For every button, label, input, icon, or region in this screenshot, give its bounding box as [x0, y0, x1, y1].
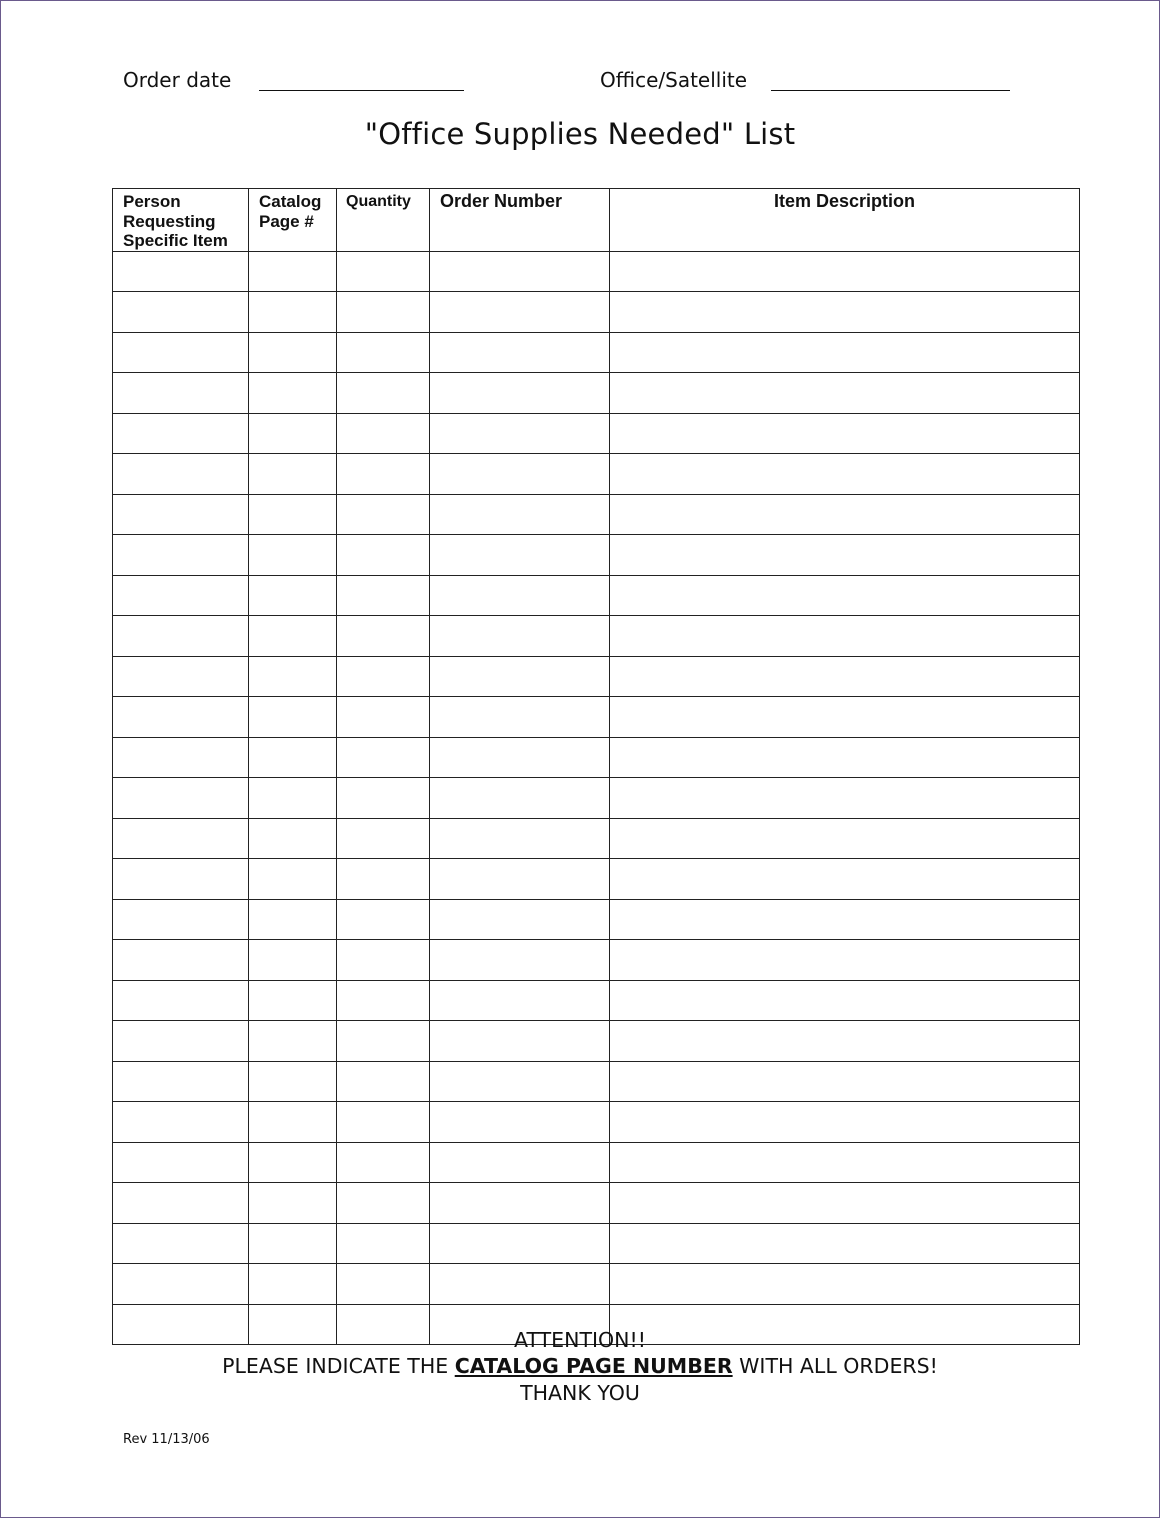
table-cell-catalog-page[interactable] — [249, 818, 337, 859]
table-cell-person[interactable] — [113, 292, 249, 333]
table-row — [113, 1142, 1080, 1183]
table-cell-order-number[interactable] — [430, 859, 610, 900]
table-cell-item-description[interactable] — [610, 899, 1080, 940]
table-cell-order-number[interactable] — [430, 1183, 610, 1224]
table-row — [113, 1021, 1080, 1062]
table-cell-quantity[interactable] — [337, 859, 430, 900]
table-cell-catalog-page[interactable] — [249, 1061, 337, 1102]
table-cell-quantity[interactable] — [337, 575, 430, 616]
table-cell-catalog-page[interactable] — [249, 616, 337, 657]
table-cell-item-description[interactable] — [610, 1183, 1080, 1224]
table-cell-quantity[interactable] — [337, 980, 430, 1021]
table-cell-quantity[interactable] — [337, 1264, 430, 1305]
column-header-quantity — [337, 189, 430, 252]
table-row — [113, 859, 1080, 900]
table-row — [113, 697, 1080, 738]
table-cell-item-description[interactable] — [610, 413, 1080, 454]
office-satellite-label: Office/Satellite — [600, 68, 748, 92]
table-cell-item-description[interactable] — [610, 1142, 1080, 1183]
table-cell-order-number[interactable] — [430, 1142, 610, 1183]
table-cell-quantity[interactable] — [337, 413, 430, 454]
table-row — [113, 778, 1080, 819]
table-row — [113, 1183, 1080, 1224]
order-date-label: Order date — [123, 68, 232, 92]
table-cell-person[interactable] — [113, 1061, 249, 1102]
table-row — [113, 454, 1080, 495]
column-header-person — [113, 189, 249, 252]
table-cell-item-description[interactable] — [610, 737, 1080, 778]
table-cell-catalog-page[interactable] — [249, 1223, 337, 1264]
table-cell-order-number[interactable] — [430, 778, 610, 819]
table-cell-quantity[interactable] — [337, 656, 430, 697]
table-cell-catalog-page[interactable] — [249, 737, 337, 778]
table-row — [113, 535, 1080, 576]
table-row — [113, 575, 1080, 616]
table-cell-catalog-page[interactable] — [249, 697, 337, 738]
instruction-text-after: WITH ALL ORDERS! — [732, 1354, 938, 1378]
column-header-line: Quantity — [346, 193, 411, 210]
table-cell-person[interactable] — [113, 1223, 249, 1264]
table-cell-item-description[interactable] — [610, 940, 1080, 981]
table-cell-item-description[interactable] — [610, 1223, 1080, 1264]
table-cell-item-description[interactable] — [610, 656, 1080, 697]
table-cell-order-number[interactable] — [430, 575, 610, 616]
table-row — [113, 332, 1080, 373]
column-header-line: Page # — [259, 211, 314, 231]
table-row — [113, 292, 1080, 333]
table-cell-order-number[interactable] — [430, 292, 610, 333]
table-cell-item-description[interactable] — [610, 778, 1080, 819]
table-cell-order-number[interactable] — [430, 373, 610, 414]
table-cell-person[interactable] — [113, 737, 249, 778]
table-cell-item-description[interactable] — [610, 251, 1080, 292]
table-row — [113, 251, 1080, 292]
table-cell-order-number[interactable] — [430, 899, 610, 940]
table-cell-order-number[interactable] — [430, 1264, 610, 1305]
table-cell-quantity[interactable] — [337, 251, 430, 292]
table-cell-catalog-page[interactable] — [249, 980, 337, 1021]
table-cell-quantity[interactable] — [337, 535, 430, 576]
table-cell-person[interactable] — [113, 859, 249, 900]
table-cell-order-number[interactable] — [430, 737, 610, 778]
table-cell-person[interactable] — [113, 332, 249, 373]
column-header-line: Catalog — [259, 192, 322, 211]
table-cell-quantity[interactable] — [337, 292, 430, 333]
column-header-line: Specific Item — [123, 231, 228, 250]
table-cell-quantity[interactable] — [337, 778, 430, 819]
table-cell-person[interactable] — [113, 535, 249, 576]
table-cell-person[interactable] — [113, 1183, 249, 1224]
table-cell-quantity[interactable] — [337, 373, 430, 414]
table-row — [113, 413, 1080, 454]
table-cell-item-description[interactable] — [610, 1021, 1080, 1062]
table-row — [113, 1102, 1080, 1143]
revision-date: Rev 11/13/06 — [123, 1432, 210, 1447]
table-cell-quantity[interactable] — [337, 616, 430, 657]
column-header-catalog-page — [249, 189, 337, 252]
table-cell-person[interactable] — [113, 1021, 249, 1062]
table-cell-catalog-page[interactable] — [249, 575, 337, 616]
table-row — [113, 940, 1080, 981]
table-cell-person[interactable] — [113, 899, 249, 940]
order-date-field[interactable] — [259, 90, 464, 91]
table-cell-quantity[interactable] — [337, 940, 430, 981]
table-row — [113, 656, 1080, 697]
table-cell-item-description[interactable] — [610, 1061, 1080, 1102]
table-cell-catalog-page[interactable] — [249, 1021, 337, 1062]
table-cell-item-description[interactable] — [610, 1102, 1080, 1143]
table-cell-item-description[interactable] — [610, 575, 1080, 616]
table-cell-person[interactable] — [113, 1264, 249, 1305]
column-header-line: Order Number — [440, 191, 563, 211]
table-cell-order-number[interactable] — [430, 940, 610, 981]
table-cell-catalog-page[interactable] — [249, 373, 337, 414]
table-cell-quantity[interactable] — [337, 818, 430, 859]
table-cell-order-number[interactable] — [430, 494, 610, 535]
table-cell-catalog-page[interactable] — [249, 413, 337, 454]
table-cell-person[interactable] — [113, 940, 249, 981]
table-cell-person[interactable] — [113, 980, 249, 1021]
table-cell-catalog-page[interactable] — [249, 899, 337, 940]
table-row — [113, 616, 1080, 657]
table-row — [113, 1061, 1080, 1102]
table-row — [113, 737, 1080, 778]
table-cell-person[interactable] — [113, 656, 249, 697]
table-cell-order-number[interactable] — [430, 656, 610, 697]
table-cell-person[interactable] — [113, 373, 249, 414]
table-cell-quantity[interactable] — [337, 1142, 430, 1183]
table-cell-catalog-page[interactable] — [249, 778, 337, 819]
table-body — [113, 251, 1080, 1345]
table-cell-person[interactable] — [113, 251, 249, 292]
column-header-line: Person — [123, 192, 181, 211]
table-cell-quantity[interactable] — [337, 1102, 430, 1143]
column-header-order-number — [430, 189, 610, 252]
instruction-text-before: PLEASE INDICATE THE — [222, 1354, 455, 1378]
office-satellite-field[interactable] — [771, 90, 1010, 91]
table-cell-person[interactable] — [113, 454, 249, 495]
table-cell-catalog-page[interactable] — [249, 656, 337, 697]
thank-you-text: THANK YOU — [520, 1381, 640, 1405]
table-cell-order-number[interactable] — [430, 616, 610, 657]
table-cell-catalog-page[interactable] — [249, 859, 337, 900]
table-cell-item-description[interactable] — [610, 454, 1080, 495]
table-cell-catalog-page[interactable] — [249, 292, 337, 333]
table-cell-person[interactable] — [113, 778, 249, 819]
table-cell-order-number[interactable] — [430, 1102, 610, 1143]
table-cell-item-description[interactable] — [610, 980, 1080, 1021]
table-cell-order-number[interactable] — [430, 1021, 610, 1062]
table-cell-catalog-page[interactable] — [249, 1142, 337, 1183]
table-cell-catalog-page[interactable] — [249, 251, 337, 292]
table-cell-item-description[interactable] — [610, 818, 1080, 859]
table-cell-catalog-page[interactable] — [249, 1183, 337, 1224]
table-row — [113, 980, 1080, 1021]
table-cell-order-number[interactable] — [430, 332, 610, 373]
table-header-row — [113, 189, 1080, 252]
table-cell-item-description[interactable] — [610, 1264, 1080, 1305]
table-cell-quantity[interactable] — [337, 697, 430, 738]
table-cell-quantity[interactable] — [337, 899, 430, 940]
table-row — [113, 494, 1080, 535]
table-cell-catalog-page[interactable] — [249, 1102, 337, 1143]
supplies-table — [112, 188, 1080, 1345]
table-cell-person[interactable] — [113, 494, 249, 535]
table-cell-catalog-page[interactable] — [249, 1264, 337, 1305]
table-cell-order-number[interactable] — [430, 413, 610, 454]
table-cell-quantity[interactable] — [337, 1183, 430, 1224]
table-cell-person[interactable] — [113, 1102, 249, 1143]
table-cell-item-description[interactable] — [610, 494, 1080, 535]
table-cell-person[interactable] — [113, 818, 249, 859]
table-cell-item-description[interactable] — [610, 292, 1080, 333]
table-cell-order-number[interactable] — [430, 251, 610, 292]
table-cell-order-number[interactable] — [430, 980, 610, 1021]
table-cell-person[interactable] — [113, 1142, 249, 1183]
table-cell-item-description[interactable] — [610, 535, 1080, 576]
table-cell-quantity[interactable] — [337, 454, 430, 495]
table-cell-person[interactable] — [113, 413, 249, 454]
table-cell-item-description[interactable] — [610, 373, 1080, 414]
table-cell-catalog-page[interactable] — [249, 332, 337, 373]
table-cell-order-number[interactable] — [430, 1223, 610, 1264]
table-row — [113, 1264, 1080, 1305]
document-title: "Office Supplies Needed" List — [364, 117, 796, 151]
table-cell-person[interactable] — [113, 575, 249, 616]
table-cell-quantity[interactable] — [337, 1061, 430, 1102]
table-row — [113, 818, 1080, 859]
table-cell-catalog-page[interactable] — [249, 454, 337, 495]
table-cell-person[interactable] — [113, 616, 249, 657]
table-cell-order-number[interactable] — [430, 697, 610, 738]
table-cell-catalog-page[interactable] — [249, 940, 337, 981]
attention-notice: ATTENTION!! — [514, 1328, 646, 1352]
catalog-page-instruction — [0, 1353, 1160, 1379]
table-cell-order-number[interactable] — [430, 535, 610, 576]
table-cell-item-description[interactable] — [610, 332, 1080, 373]
instruction-emphasis: CATALOG PAGE NUMBER — [454, 1354, 733, 1378]
table-cell-quantity[interactable] — [337, 332, 430, 373]
table-cell-order-number[interactable] — [430, 818, 610, 859]
table-cell-order-number[interactable] — [430, 454, 610, 495]
table-row — [113, 1223, 1080, 1264]
table-cell-item-description[interactable] — [610, 859, 1080, 900]
table-cell-quantity[interactable] — [337, 494, 430, 535]
table-cell-quantity[interactable] — [337, 1223, 430, 1264]
table-cell-order-number[interactable] — [430, 1061, 610, 1102]
table-cell-catalog-page[interactable] — [249, 535, 337, 576]
column-header-item-description — [610, 189, 1080, 252]
table-row — [113, 899, 1080, 940]
table-cell-catalog-page[interactable] — [249, 494, 337, 535]
column-header-line: Item Description — [773, 191, 916, 211]
table-cell-item-description[interactable] — [610, 697, 1080, 738]
column-header-line: Requesting — [123, 211, 216, 231]
table-cell-quantity[interactable] — [337, 1021, 430, 1062]
table-cell-quantity[interactable] — [337, 737, 430, 778]
table-cell-item-description[interactable] — [610, 616, 1080, 657]
table-cell-person[interactable] — [113, 697, 249, 738]
table-row — [113, 373, 1080, 414]
